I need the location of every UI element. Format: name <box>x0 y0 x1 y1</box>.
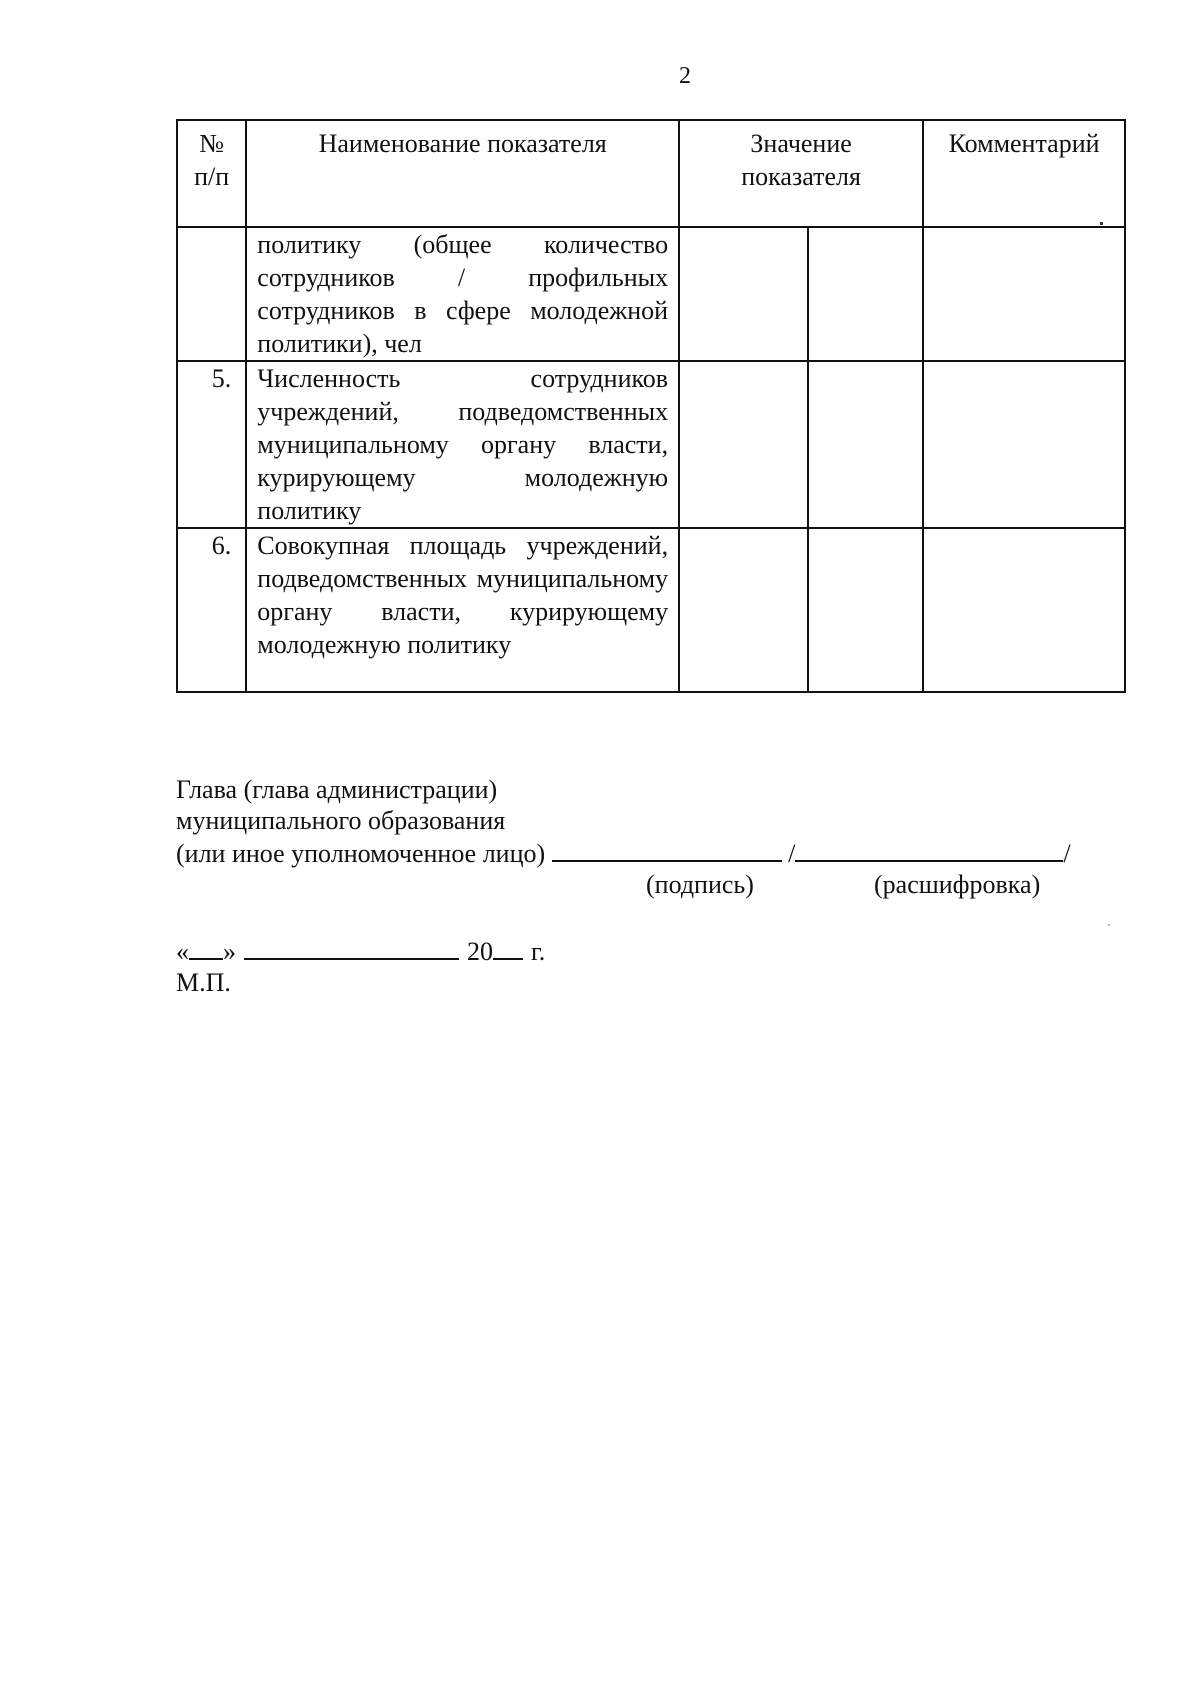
caption-signature: (подпись) <box>646 870 754 899</box>
row-indicator-name: политику (общее количество сотрудников / профильных сотрудников в сфере молодежной политики), чел <box>246 227 679 361</box>
row-value-2 <box>808 227 923 361</box>
table-header-row <box>177 120 1125 227</box>
row-number <box>177 227 246 361</box>
row-comment <box>923 361 1125 528</box>
date-year-suffix: г. <box>531 937 546 966</box>
signature-separator: / <box>788 839 796 868</box>
signature-title-line-3 <box>176 836 1126 869</box>
header-name-label: Наименование показателя <box>318 129 607 158</box>
table-row <box>177 528 1125 692</box>
header-name <box>246 120 679 227</box>
header-comment-label: Комментарий <box>948 129 1100 158</box>
header-value <box>679 120 923 227</box>
page-number: 2 <box>679 63 691 89</box>
row-indicator-name: Совокупная площадь учреждений, подведомственных муниципальному органу власти, курирующему молодежную политику <box>246 528 679 692</box>
date-century: 20 <box>467 937 493 966</box>
table-row <box>177 361 1125 528</box>
signature-title-line-1: Глава (глава администрации) <box>176 775 498 804</box>
row-number: 6. <box>177 528 246 692</box>
row-comment <box>923 227 1125 361</box>
row-value-2 <box>808 361 923 528</box>
date-block <box>176 934 545 998</box>
scan-speck <box>1100 222 1103 225</box>
row-indicator-name: Численность сотрудников учреждений, подведомственных муниципальному органу власти, курирующему молодежную политику <box>246 361 679 528</box>
scan-speck <box>1108 924 1110 926</box>
signature-title-line-2: муниципального образования <box>176 806 506 835</box>
header-value-label: Значение показателя <box>741 129 861 191</box>
table-row <box>177 227 1125 361</box>
row-value-2 <box>808 528 923 692</box>
header-comment <box>923 120 1125 227</box>
signature-title-line-3-text: (или иное уполномоченное лицо) <box>176 839 546 868</box>
row-value-1 <box>679 227 808 361</box>
day-field[interactable] <box>189 934 223 960</box>
decoding-field[interactable] <box>795 836 1063 862</box>
signature-block <box>176 774 1126 900</box>
indicators-table <box>176 119 1126 693</box>
month-field[interactable] <box>244 934 459 960</box>
stamp-place: М.П. <box>176 968 231 997</box>
date-close-quote: » <box>223 937 236 966</box>
signature-captions <box>176 869 1126 900</box>
header-number-label: № п/п <box>194 129 230 191</box>
caption-decoding: (расшифровка) <box>874 870 1041 899</box>
row-value-1 <box>679 528 808 692</box>
row-number: 5. <box>177 361 246 528</box>
date-open-quote: « <box>176 937 189 966</box>
signature-field[interactable] <box>552 836 782 862</box>
date-line <box>176 934 545 967</box>
header-number <box>177 120 246 227</box>
year-field[interactable] <box>493 934 523 960</box>
row-value-1 <box>679 361 808 528</box>
row-comment <box>923 528 1125 692</box>
signature-closing: / <box>1063 839 1071 868</box>
